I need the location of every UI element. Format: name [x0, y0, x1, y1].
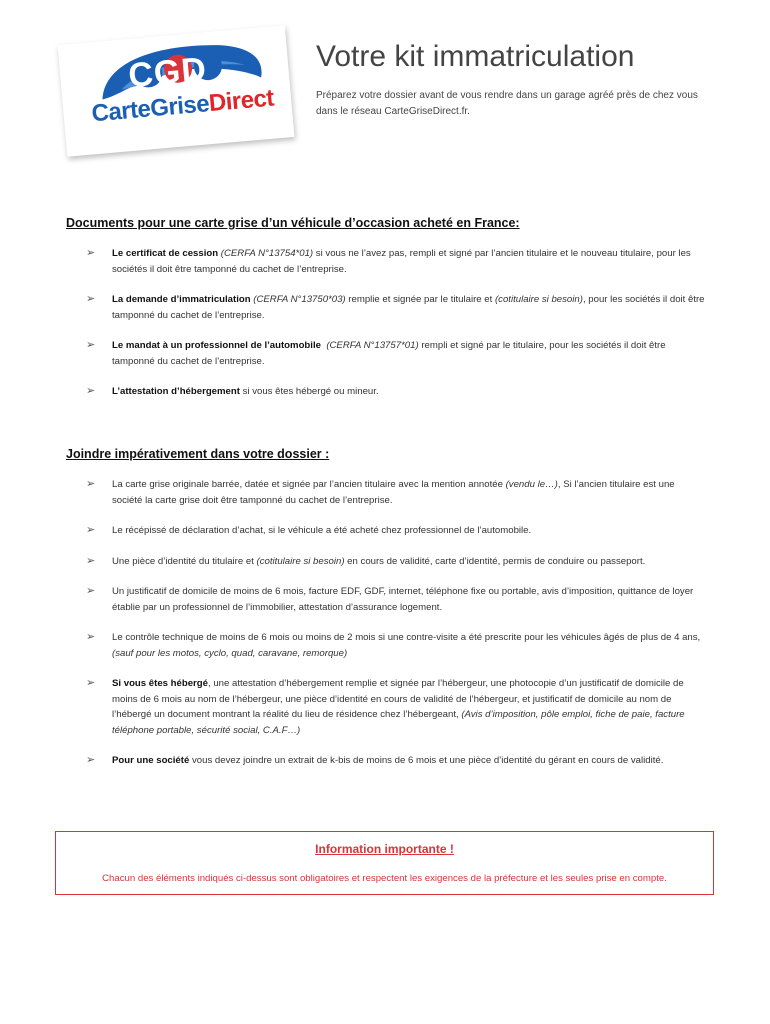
info-title: Information importante !: [315, 842, 454, 856]
list-item: ➢ Une pièce d’identité du titulaire et (cotitulaire si besoin) en cours de validité, carte d’identité, permis de conduire ou passeport.: [86, 554, 706, 570]
arrow-bullet-icon: ➢: [86, 524, 96, 536]
arrow-bullet-icon: ➢: [86, 677, 96, 689]
arrow-bullet-icon: ➢: [86, 293, 96, 305]
list-item: ➢ Pour une société vous devez joindre un extrait de k-bis de moins de 6 mois et une pièce d’identité du gérant en cours de validité.: [86, 753, 706, 769]
list-item: ➢ Si vous êtes hébergé, une attestation d’hébergement remplie et signée par l’hébergeur, une photocopie d’un justificatif de domicile de moins de 6 mois au nom de l’hébergeur, une pièce d’identité en cours de validité de l’hébergeur, et justificatif de domicile au nom de l’hébergé un document montrant la réalité du lieu de résidence chez l’hébergeant, (Avis d’imposition, pôle emploi, fiche de paie, facture téléphone portable, sécurité social, C.A.F…): [86, 677, 685, 736]
list-item: ➢ Un justificatif de domicile de moins de 6 mois, facture EDF, GDF, internet, téléphone fixe ou portable, avis d’imposition, quittance de loyer établie par un professionnel de l’immobilier, attestation d’assurance logement.: [86, 585, 694, 613]
arrow-bullet-icon: ➢: [86, 247, 96, 259]
arrow-bullet-icon: ➢: [86, 554, 96, 567]
arrow-bullet-icon: ➢: [86, 385, 96, 397]
arrow-bullet-icon: ➢: [86, 631, 96, 643]
arrow-bullet-icon: ➢: [86, 585, 96, 597]
logo-wordmark: CarteGriseDirect: [90, 84, 275, 128]
arrow-bullet-icon: ➢: [86, 754, 96, 766]
info-text: Chacun des éléments indiqués ci-dessus sont obligatoires et respectent les exigences de la préfecture et les seules prise en compte.: [102, 873, 667, 884]
list-item: ➢ Le récépissé de déclaration d’achat, si le véhicule a été acheté chez professionnel de l’automobile.: [86, 523, 706, 539]
logo-monogram: CGD: [126, 50, 209, 96]
arrow-bullet-icon: ➢: [86, 478, 96, 490]
section-documents-title: Documents pour une carte grise d’un véhicule d’occasion acheté en France:: [66, 216, 520, 230]
important-info-box: [55, 831, 714, 895]
arrow-bullet-icon: ➢: [86, 339, 96, 351]
carte-grise-direct-logo: [58, 25, 295, 156]
list-item: ➢ Le mandat à un professionnel de l’automobile (CERFA N°13757*01) rempli et signé par le titulaire, pour les sociétés il doit être tamponné du cachet de l’entreprise.: [86, 339, 666, 367]
intro-text: Préparez votre dossier avant de vous rendre dans un garage agréé près de chez vous dans le réseau CarteGriseDirect.fr.: [316, 90, 698, 117]
list-item: ➢ L’attestation d’hébergement si vous êtes hébergé ou mineur.: [86, 384, 706, 400]
section-join-title: Joindre impérativement dans votre dossier :: [66, 447, 330, 461]
list-item: ➢ Le contrôle technique de moins de 6 mois ou moins de 2 mois si une contre-visite a été prescrite pour les véhicules âgés de plus de 4 ans, (sauf pour les motos, cyclo, quad, caravane, remorque): [86, 631, 701, 659]
list-item: ➢ La carte grise originale barrée, datée et signée par l’ancien titulaire avec la mention annotée (vendu le…), Si l’ancien titulaire est une société la carte grise doit être tamponné du cachet de l’entreprise.: [86, 478, 675, 506]
list-item: ➢ La demande d’immatriculation (CERFA N°13750*03) remplie et signée par le titulaire et (cotitulaire si besoin), pour les sociétés il doit être tamponné du cachet de l’entreprise.: [86, 293, 705, 321]
list-item: ➢ Le certificat de cession (CERFA N°13754*01) si vous ne l’avez pas, rempli et signé par l’ancien titulaire et le nouveau titulaire, pour les sociétés il doit être tamponné du cachet de l’entreprise.: [86, 247, 691, 275]
join-list: [86, 477, 706, 769]
documents-list: [86, 246, 706, 400]
page-title: Votre kit immatriculation: [316, 40, 635, 73]
